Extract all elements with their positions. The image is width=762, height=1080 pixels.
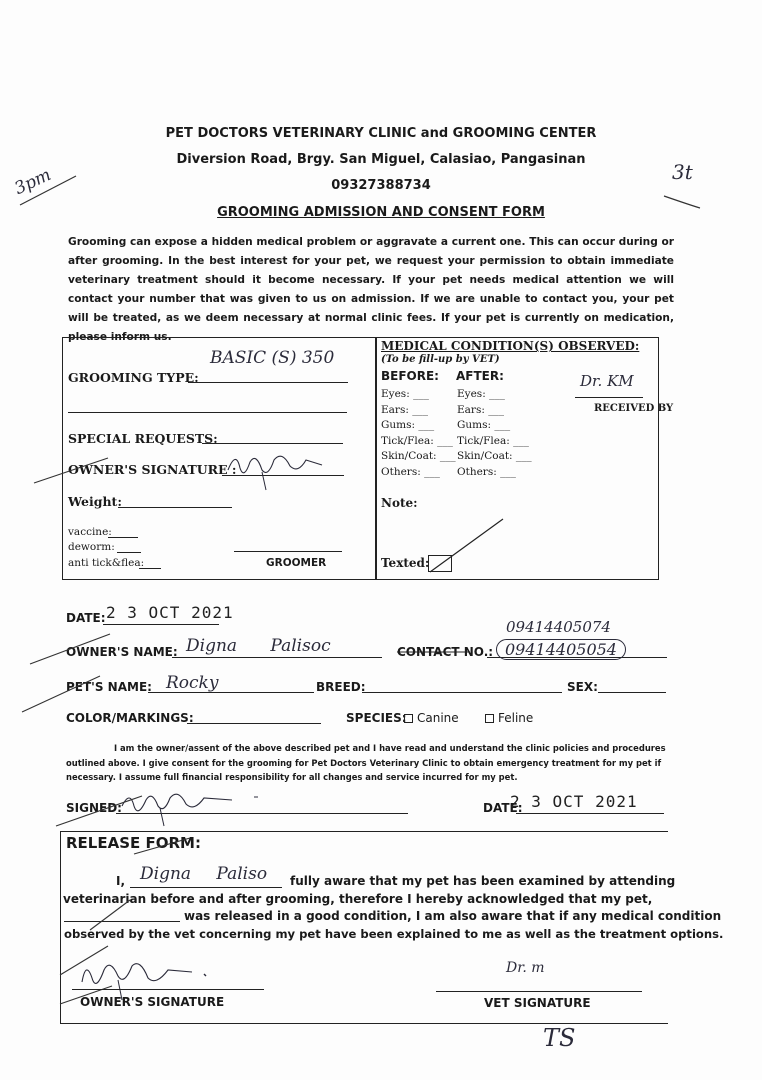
vaccine-label: vaccine: [68, 526, 112, 538]
before-eyes: Eyes: ___ [381, 388, 429, 400]
release-title: RELEASE FORM: [66, 834, 201, 852]
date-label: DATE: [66, 611, 106, 625]
pet-name-value[interactable]: Rocky [166, 673, 219, 693]
intro-paragraph: Grooming can expose a hidden medical problem or aggravate a current one. This can occur during or after grooming. In the best interest for your pet, we request your permission to obtain immediate veterinary treatment should it become necessary. If your pet needs medical attention we will contact your number that was given to us on admission. If we are unable to contact you, your pet will be treated, as we deem necessary at normal clinic fees. If your pet is currently on medication, please inform us. [68, 236, 674, 343]
after-tick-flea: Tick/Flea: ___ [457, 434, 529, 447]
vet-signature-line [436, 991, 642, 992]
weight-label: Weight: [68, 494, 122, 509]
release-bottom-border [60, 1023, 668, 1024]
before-gums: Gums: ___ [381, 419, 435, 431]
after-others: Others: ___ [457, 465, 516, 478]
note-label: Note: [381, 496, 418, 510]
release-line1: fully aware that my pet has been examined by attending [290, 874, 676, 888]
sex-label: SEX: [567, 680, 598, 694]
special-requests-label: SPECIAL REQUESTS: [68, 431, 218, 446]
owner-name-value[interactable]: Digna Palisoc [186, 636, 331, 656]
release-owner-signature-label: OWNER'S SIGNATURE [80, 995, 225, 1009]
after-eyes: Eyes: ___ [457, 388, 505, 400]
received-by-value[interactable]: Dr. KM [580, 372, 634, 390]
owner-signature-label: OWNER'S SIGNATURE : [68, 462, 237, 477]
date-value[interactable]: 2 3 OCT 2021 [106, 603, 234, 622]
pet-name-label: PET'S NAME: [66, 680, 152, 694]
before-ears: Ears: ___ [381, 403, 428, 416]
groomer-label: GROOMER [266, 557, 327, 569]
breed-label: BREED: [316, 680, 366, 694]
margin-note-top-right: 3t [672, 160, 693, 184]
deworm-label: deworm: [68, 541, 115, 553]
after-label: AFTER: [456, 369, 504, 383]
after-gums: Gums: ___ [457, 419, 511, 431]
vet-signature-value[interactable]: Dr. m [506, 960, 545, 976]
release-i-label: I, [116, 874, 126, 888]
after-skin-coat: Skin/Coat: ___ [457, 450, 532, 462]
release-line4: observed by the vet concerning my pet have been explained to me as well as the treatment options. [64, 927, 724, 941]
medical-subtitle: (To be fill-up by VET) [381, 354, 500, 365]
owner-signature-line-release [72, 989, 264, 990]
species-label: SPECIES: [346, 711, 407, 725]
before-tick-flea: Tick/Flea: ___ [381, 434, 453, 447]
clinic-name: PET DOCTORS VETERINARY CLINIC and GROOMING CENTER [165, 126, 597, 141]
signed-date-label: DATE: [483, 801, 523, 815]
texted-label: Texted: [381, 556, 430, 570]
grooming-type-label: GROOMING TYPE: [68, 370, 199, 385]
contact-value[interactable]: 09414405054 [496, 639, 626, 660]
signed-label: SIGNED: [66, 801, 122, 815]
canine-label: Canine [417, 711, 459, 725]
vet-signature-label: VET SIGNATURE [484, 996, 591, 1010]
medical-title: MEDICAL CONDITION(S) OBSERVED: [381, 339, 640, 353]
consent-paragraph: I am the owner/assent of the above described pet and I have read and understand the clinic policies and procedures outlined above. I give consent for the grooming for Pet Doctors Veterinary Clinic to obtain emergency treatment for my pet if necessary. I assume full financial responsibility for all changes and service incurred for my pet. [66, 743, 666, 782]
after-ears: Ears: ___ [457, 403, 504, 416]
received-by-label: RECEIVED BY [594, 403, 674, 414]
grooming-type-value[interactable]: BASIC (S) 350 [210, 348, 335, 368]
clinic-phone: 09327388734 [331, 178, 431, 193]
margin-note-top-left: 3pm [11, 164, 55, 200]
contact-value-above: 09414405074 [506, 618, 611, 636]
release-owner-name[interactable]: Digna Paliso [140, 864, 268, 884]
bottom-note: TS [543, 1024, 576, 1052]
clinic-address: Diversion Road, Brgy. San Miguel, Calasiao, Pangasinan [176, 152, 586, 167]
anti-tick-label: anti tick&flea: [68, 557, 145, 569]
before-label: BEFORE: [381, 369, 439, 383]
form-title: GROOMING ADMISSION AND CONSENT FORM [217, 205, 545, 220]
feline-label: Feline [498, 711, 534, 725]
signed-date-value[interactable]: 2 3 OCT 2021 [510, 792, 638, 811]
before-others: Others: ___ [381, 465, 440, 478]
release-line2: veterinarian before and after grooming, therefore I hereby acknowledged that my pet, [63, 892, 653, 906]
release-line3: was released in a good condition, I am also aware that if any medical condition [184, 909, 722, 923]
color-label: COLOR/MARKINGS: [66, 711, 194, 725]
owner-name-label: OWNER'S NAME: [66, 645, 178, 659]
before-skin-coat: Skin/Coat: ___ [381, 450, 456, 462]
contact-label: CONTACT NO.: [397, 645, 494, 659]
